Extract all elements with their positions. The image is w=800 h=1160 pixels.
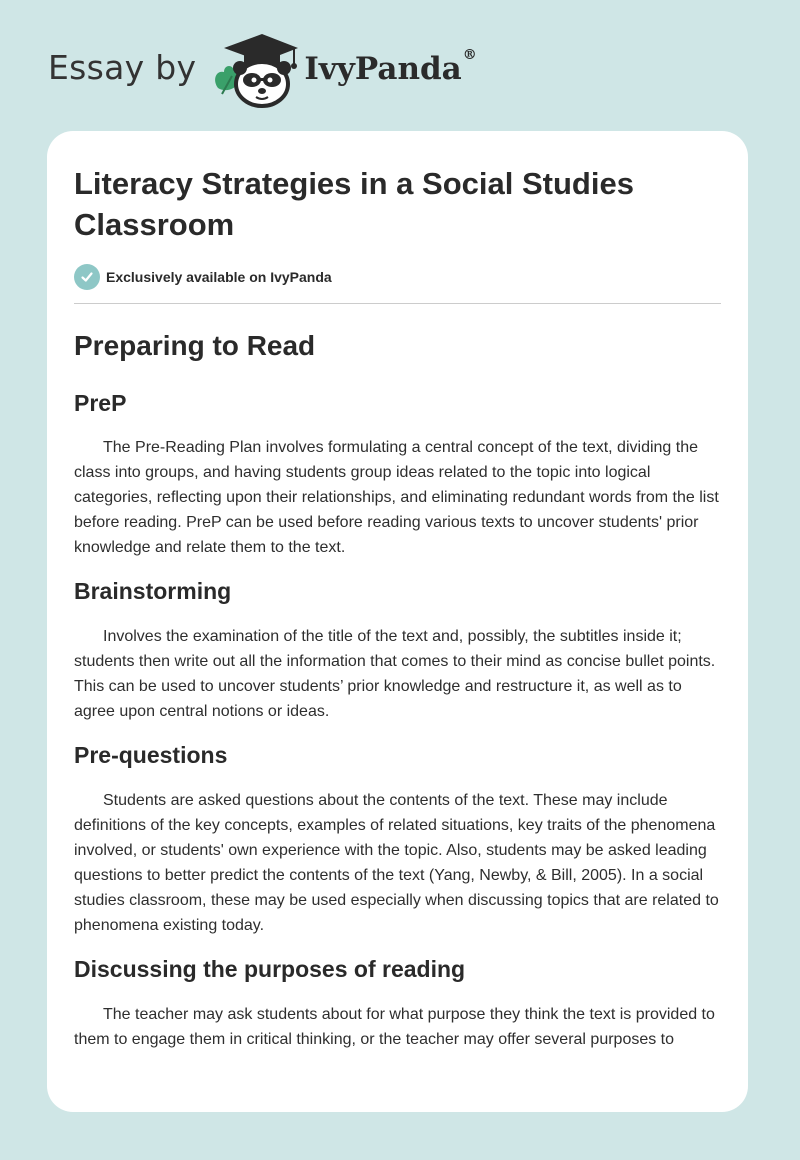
brand-header[interactable] — [48, 30, 477, 110]
subsection-heading-purposes: Discussing the purposes of reading — [74, 956, 466, 982]
subsection-heading-prep: PreP — [74, 390, 127, 416]
paragraph-pre-questions: Students are asked questions about the contents of the text. These may include definitions of the key concepts, examples of related situations, key traits of the phenomena involved, or students' own experience with the topic. Also, students may be asked leading questions to better predict the contents of the text (Yang, Newby, & Bill, 2005). In a social studies classroom, these may be used especially when discussing topics that are related to phenomena existing today. — [74, 792, 719, 934]
subsection-heading-pre-questions: Pre-questions — [74, 742, 228, 768]
exclusive-badge — [74, 263, 721, 291]
brand-name: IvyPanda® — [304, 47, 477, 87]
registered-mark: ® — [462, 47, 477, 63]
paragraph-purposes: The teacher may ask students about for what purpose they think the text is provided to them to engage them in critical thinking, or the teacher may offer several purposes to — [74, 1006, 715, 1048]
article-title: Literacy Strategies in a Social Studies Classroom — [74, 166, 634, 242]
paragraph-brainstorming: Involves the examination of the title of the text and, possibly, the subtitles inside it; students then write out all the information that comes to their mind as concise bullet points. This can be used to uncover students’ prior knowledge and restructure it, as well as to agree upon central notions or ideas. — [74, 628, 716, 720]
checkmark-icon — [74, 264, 100, 290]
exclusive-label: Exclusively available on IvyPanda — [106, 269, 332, 285]
subsection-heading-brainstorming: Brainstorming — [74, 578, 232, 604]
divider — [74, 303, 721, 304]
brand-prefix: Essay by — [48, 47, 197, 87]
paragraph-prep: The Pre-Reading Plan involves formulating a central concept of the text, dividing the class into groups, and having students group ideas related to the topic into logical categories, reflecting upon their relationships, and eliminating redundant words from the list before reading. PreP can be used before reading various texts to uncover students' prior knowledge and relate them to the text. — [74, 439, 719, 556]
article-card — [47, 131, 748, 1112]
panda-graduate-logo-icon — [210, 30, 300, 110]
section-title: Preparing to Read — [74, 330, 316, 361]
